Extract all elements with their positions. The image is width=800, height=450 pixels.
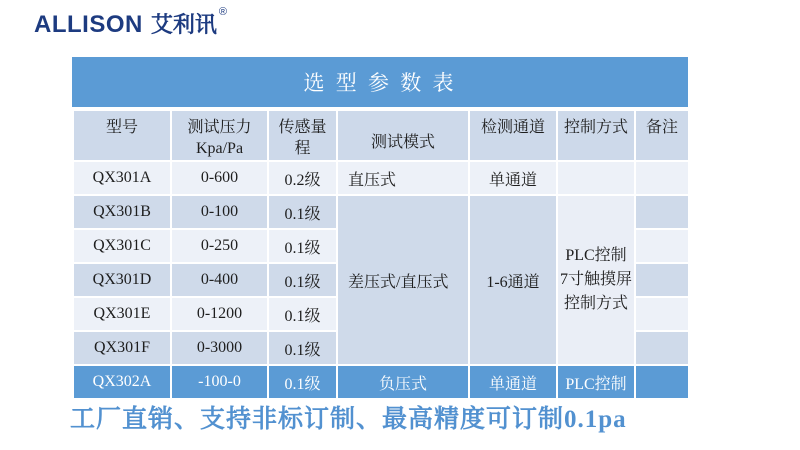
model-cell: QX301C [73, 229, 171, 263]
slogan-text: 工厂直销、支持非标订制、最高精度可订制0.1pa [70, 406, 627, 433]
col-header-range-line1: 传感量 [278, 119, 327, 136]
model-cell: QX301B [73, 195, 171, 229]
pressure-cell: 0-3000 [171, 331, 268, 365]
pressure-cell: 0-400 [171, 263, 268, 297]
col-header-range-line2: 程 [294, 140, 311, 157]
col-header-pressure [171, 110, 268, 161]
pressure-cell: 0-250 [171, 229, 268, 263]
table-row-highlighted [73, 365, 689, 399]
control-cell [557, 161, 635, 195]
channel-cell: 单通道 [469, 161, 557, 195]
model-cell: QX302A [73, 365, 171, 399]
remark-cell [635, 297, 689, 331]
range-cell: 0.1级 [268, 229, 337, 263]
model-cell: QX301D [73, 263, 171, 297]
pressure-cell: 0-600 [171, 161, 268, 195]
range-cell: 0.1级 [268, 263, 337, 297]
col-header-pressure-unit: Kpa/Pa [195, 140, 244, 157]
col-header-control: 控制方式 [557, 110, 635, 161]
col-header-model: 型号 [73, 110, 171, 161]
brand-name: ALLISON [34, 11, 143, 38]
remark-cell [635, 195, 689, 229]
control-cell: PLC控制 [557, 365, 635, 399]
remark-cell [635, 263, 689, 297]
col-header-pressure-line1: 测试压力 [187, 119, 252, 136]
col-header-range [268, 110, 337, 161]
range-cell: 0.1级 [268, 195, 337, 229]
channel-cell: 单通道 [469, 365, 557, 399]
model-cell: QX301F [73, 331, 171, 365]
table-row [73, 161, 689, 195]
registered-trademark-icon: ® [218, 6, 227, 18]
range-cell: 0.1级 [268, 365, 337, 399]
brand-name-chinese: 艾利讯 [150, 12, 217, 37]
model-cell: QX301A [73, 161, 171, 195]
control-line3: 控制方式 [563, 295, 628, 312]
table-row [73, 195, 689, 229]
remark-cell [635, 365, 689, 399]
control-line1: PLC控制 [565, 247, 627, 264]
pressure-cell: 0-1200 [171, 297, 268, 331]
pressure-cell: 0-100 [171, 195, 268, 229]
table-title: 选 型 参 数 表 [72, 57, 688, 107]
pressure-cell: -100-0 [171, 365, 268, 399]
col-header-mode: 测试模式 [337, 110, 469, 161]
header-row [73, 110, 689, 161]
col-header-remark: 备注 [635, 110, 689, 161]
range-cell: 0.2级 [268, 161, 337, 195]
mode-cell: 直压式 [337, 161, 469, 195]
control-cell-merged [557, 195, 635, 365]
remark-cell [635, 161, 689, 195]
brand-logo [34, 6, 227, 40]
range-cell: 0.1级 [268, 297, 337, 331]
model-cell: QX301E [73, 297, 171, 331]
col-header-channel: 检测通道 [469, 110, 557, 161]
remark-cell [635, 229, 689, 263]
range-cell: 0.1级 [268, 331, 337, 365]
mode-cell: 负压式 [337, 365, 469, 399]
spec-table [72, 109, 690, 400]
control-line2: 7寸触摸屏 [559, 271, 632, 288]
remark-cell [635, 331, 689, 365]
spec-table-section [72, 57, 688, 400]
mode-cell-merged: 差压式/直压式 [337, 195, 469, 365]
channel-cell-merged: 1-6通道 [469, 195, 557, 365]
